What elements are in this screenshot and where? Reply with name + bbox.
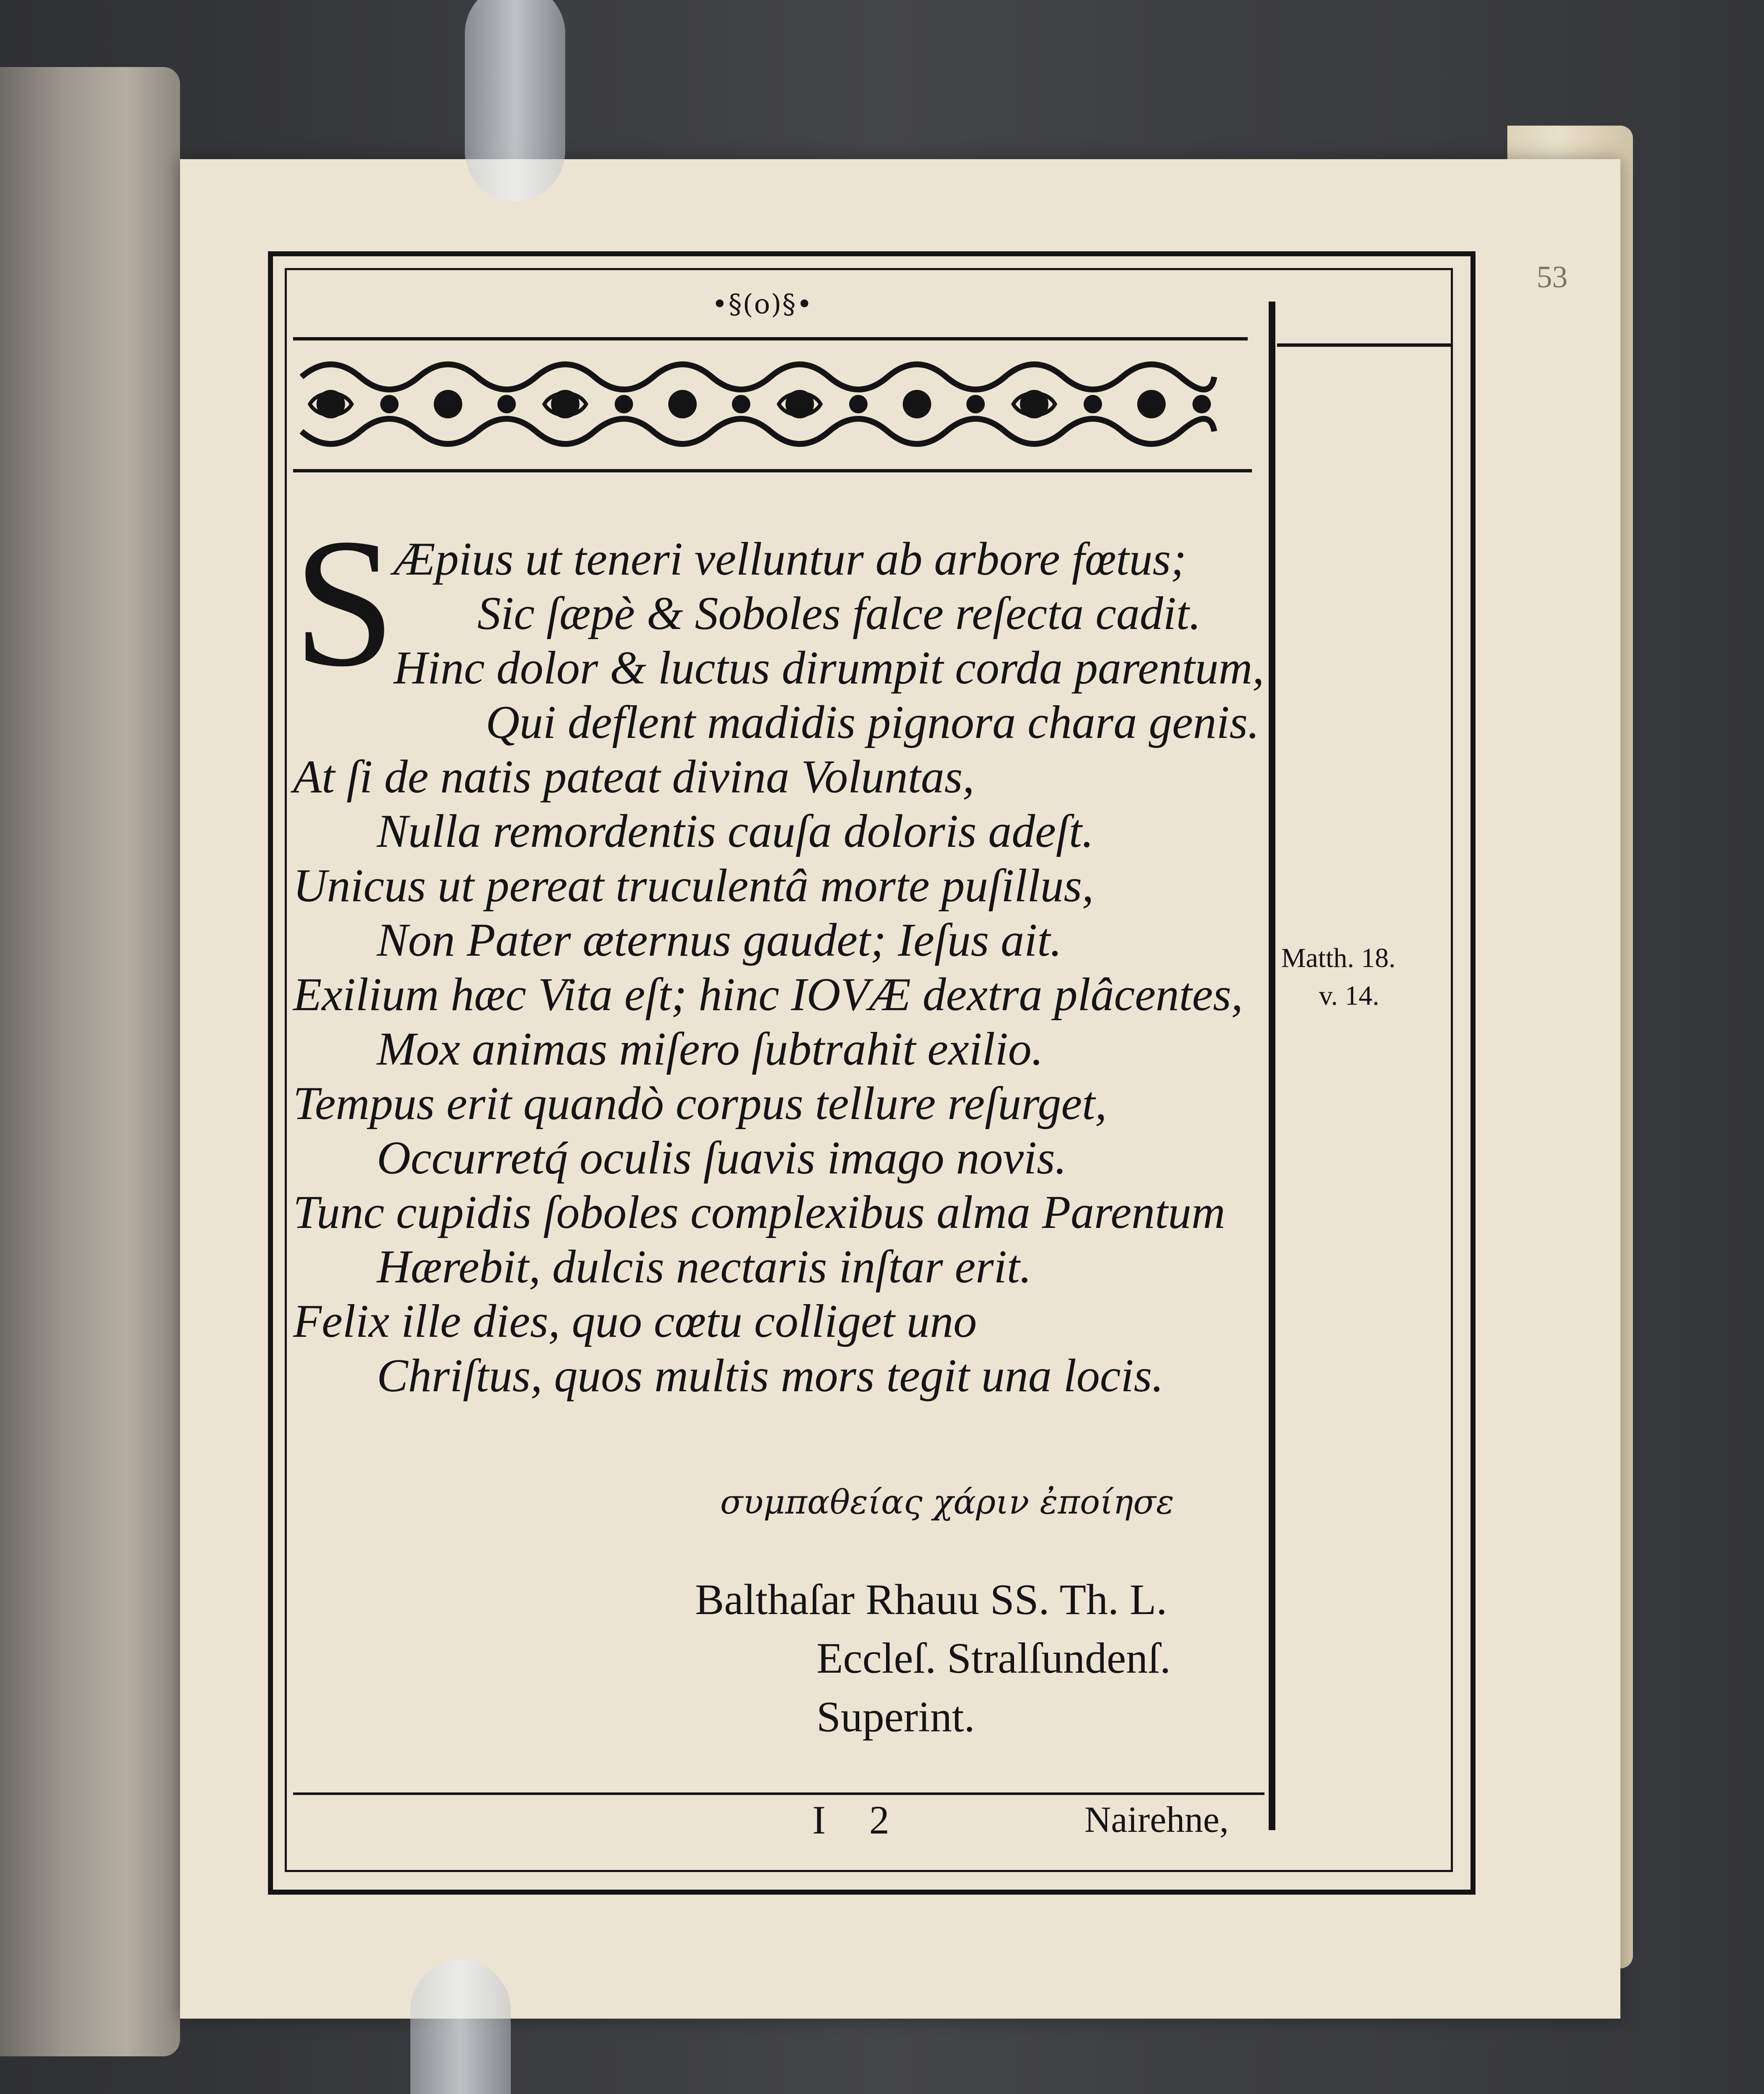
poem-line: Unicus ut pereat truculentâ morte puſillus, bbox=[293, 860, 1094, 912]
poem-line: Hinc dolor & luctus dirumpit corda parentum, bbox=[394, 642, 1264, 694]
poem bbox=[293, 532, 1281, 1403]
glass-clip-bottom bbox=[410, 1960, 511, 2094]
marginal-note-verse: v. 14. bbox=[1319, 980, 1380, 1011]
catchword: Nairehne, bbox=[1084, 1800, 1229, 1840]
poem-line: At ſi de natis pateat divina Voluntas, bbox=[293, 751, 975, 803]
glass-clip-top bbox=[465, 0, 565, 201]
bleed-page-number: 53 bbox=[1537, 260, 1568, 294]
signature-line-3: Superint. bbox=[816, 1693, 975, 1741]
poem-line: Chriſtus, quos multis mors tegit una locis. bbox=[377, 1350, 1164, 1402]
poem-line: Tunc cupidis ſoboles complexibus alma Parentum bbox=[293, 1186, 1226, 1238]
poem-line: Exilium hæc Vita eſt; hinc IOVÆ dextra plâcentes, bbox=[293, 969, 1243, 1021]
poem-line: Mox animas miſero ſubtrahit exilio. bbox=[377, 1023, 1043, 1075]
poem-line: Non Pater æternus gaudet; Ieſus ait. bbox=[377, 914, 1062, 966]
signature-line-2: Eccleſ. Stralſundenſ. bbox=[816, 1634, 1171, 1682]
ornament-bottom-rule bbox=[293, 469, 1252, 472]
ornamental-headpiece bbox=[293, 348, 1218, 461]
facing-page bbox=[0, 67, 180, 2056]
poem-line: Sic ſæpè & Soboles falce reſecta cadit. bbox=[477, 588, 1201, 640]
poem-line: Tempus erit quandò corpus tellure reſurget, bbox=[293, 1078, 1107, 1130]
margin-header-rule bbox=[1277, 343, 1453, 347]
header-rule bbox=[293, 337, 1248, 340]
poem-line: Æpius ut teneri velluntur ab arbore fœtus; bbox=[394, 533, 1187, 585]
poem-line: Occurretq́ oculis ſuavis imago novis. bbox=[377, 1132, 1067, 1184]
signature-mark: I 2 bbox=[812, 1797, 906, 1842]
poem-line: Qui deflent madidis pignora chara genis. bbox=[486, 696, 1259, 748]
greek-inscription: συμπαθείας χάριν ἐποίησε bbox=[720, 1483, 1174, 1522]
signature-line-1: Balthaſar Rhauu SS. Th. L. bbox=[695, 1576, 1167, 1624]
poem-line: Hærebit, dulcis nectaris inſtar erit. bbox=[377, 1241, 1032, 1293]
drop-cap: S bbox=[293, 501, 396, 705]
poem-line: Nulla remordentis cauſa doloris adeſt. bbox=[377, 805, 1094, 857]
marginal-note-ref: Matth. 18. bbox=[1281, 943, 1396, 973]
footer-rule bbox=[293, 1792, 1264, 1795]
poem-line: Felix ille dies, quo cœtu colliget uno bbox=[293, 1295, 977, 1347]
header-ornament: •§(o)§• bbox=[712, 289, 813, 320]
